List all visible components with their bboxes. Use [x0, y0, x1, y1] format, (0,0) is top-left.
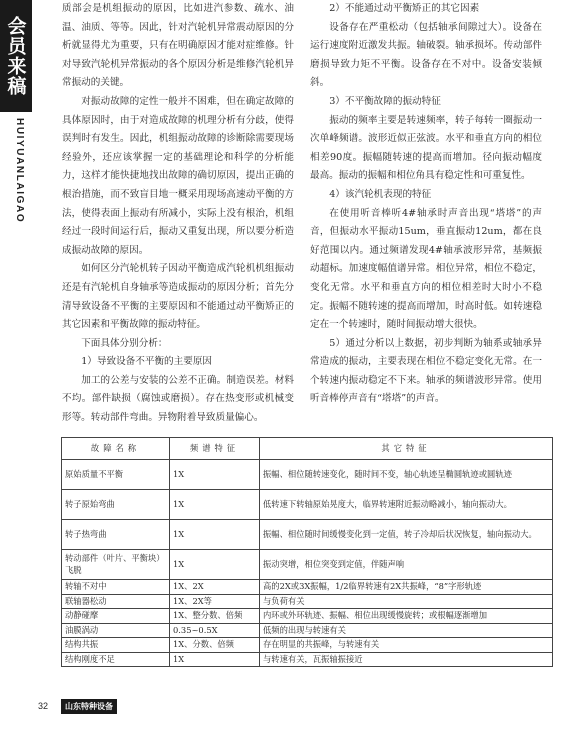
paragraph: 对振动故障的定性一般并不困难，但在确定故障的具体原因时，由于对造成故障的机理分析有分歧，使得误判时有发生。因此，机组振动故障的诊断除需要现场经验外，还应该掌握一定的基础理论和科学的分析能力，这样才能快捷地找出故障的确切原因，提出正确的根治措施，而不致盲目地一概采用现场高速动平衡的方法，使得表面上振动有所减小，实际上没有根治，机组经过一段时间运行后，振动又重复出现，所以要分析造成振动故障的原因。 [62, 95, 294, 256]
column-header: 频谱特征 [170, 438, 260, 460]
table-cell: 与转速有关，瓦振轴振接近 [260, 652, 553, 667]
table-cell: 高的2X或3X振幅，1/2临界转速有2X共振峰，“8”字形轨迹 [260, 580, 553, 595]
table-cell: 0.35~0.5X [170, 623, 260, 638]
journal-name: 山东特种设备 [61, 699, 117, 714]
section-tab-english: HUIYUANLAIGAO [14, 118, 25, 224]
table-row [62, 550, 553, 580]
right-column [310, 0, 542, 409]
subheading: 2）不能通过动平衡矫正的其它因素 [329, 3, 480, 14]
table-cell: 1X、分数、倍频 [170, 638, 260, 653]
table-cell: 1X [170, 460, 260, 490]
table-row [62, 460, 553, 490]
table-cell: 1X [170, 490, 260, 520]
table-cell: 1X [170, 652, 260, 667]
table-cell: 转子原始弯曲 [62, 490, 170, 520]
paragraph: 加工的公差与安装的公差不正确。制造误差。材料不均。部件缺损（腐蚀或磨损）。存在热变形或机械变形等。转动部件弯曲。异物附着导致质量偏心。 [62, 374, 294, 424]
column-header: 故障名称 [62, 438, 170, 460]
table-cell: 振幅、相位随时间缓慢变化到一定值，转子冷却后状况恢复，轴向振动大。 [260, 520, 553, 550]
column-header: 其它特征 [260, 438, 553, 460]
table-cell: 1X、整分数、倍频 [170, 609, 260, 624]
table-cell: 存在明显的共振峰，与转速有关 [260, 638, 553, 653]
table-cell: 与负荷有关 [260, 594, 553, 609]
table-cell: 转动部件（叶片、平衡块）飞脱 [62, 550, 170, 580]
table-cell: 1X、2X [170, 580, 260, 595]
table-cell: 结构共振 [62, 638, 170, 653]
fault-table [61, 437, 553, 667]
paragraph: 如何区分汽轮机转子因动平衡造成汽轮机机组振动还是有汽轮机自身轴承等造成振动的原因分析；首先分清导致设备不平衡的主要原因和不能通过动平衡矫正的其它因素和平衡故障的振动特征。 [62, 263, 294, 331]
table-row [62, 490, 553, 520]
table-row [62, 638, 553, 653]
table-row [62, 623, 553, 638]
table-cell: 原始质量不平衡 [62, 460, 170, 490]
left-column [62, 0, 294, 428]
table-cell: 油膜涡动 [62, 623, 170, 638]
table-header-row [62, 438, 553, 460]
table-cell: 振幅、相位随转速变化，随时间不变，轴心轨迹呈椭圆轨迹或圆轨迹 [260, 460, 553, 490]
subheading: 1）导致设备不平衡的主要原因 [81, 356, 213, 368]
table-cell: 1X [170, 520, 260, 550]
table-cell: 结构刚度不足 [62, 652, 170, 667]
paragraph: 设备存在严重松动（包括轴承间隙过大）。设备在运行速度附近激发共振。轴破裂。轴承损坏。传动部件磨损导致力矩不平衡。设备存在不对中。设备安装倾斜。 [310, 21, 542, 89]
paragraph: 在使用听音棒听4#轴承时声音出现“塔塔”的声音，但振动水平振动15um，垂直振动12um，都在良好范围以内。通过频谱发现4#轴承波形异常，基频振动超标。加速度幅值谱异常。相位异常，相位不稳定，变化无常。水平和垂直方向的相位相差时大时小不稳定。振幅不随转速的提高而增加，时高时低。如转速稳定在一个转速时，随时间振动增大很快。 [310, 207, 542, 331]
table-row [62, 520, 553, 550]
table-row [62, 609, 553, 624]
table-row [62, 652, 553, 667]
table-cell: 动静碰摩 [62, 609, 170, 624]
table-cell: 转子热弯曲 [62, 520, 170, 550]
page-number: 32 [38, 701, 49, 711]
table-cell: 低频的出现与转速有关 [260, 623, 553, 638]
table-row [62, 594, 553, 609]
paragraph: 质部会是机组振动的原因，比如进汽参数、疏水、油温、油质、等等。因此，针对汽轮机异常震动原因的分析就显得尤为重要，只有在明确原因才能对症维修。针对导致汽轮机异常振动的各个原因分析是维修汽轮机异常振动的关键。 [62, 3, 294, 89]
table-cell: 振动突增，相位突变到定值，伴随声响 [260, 550, 553, 580]
table-cell: 内环或外环轨迹、振幅、相位出现缓慢旋转；或根幅逐渐增加 [260, 609, 553, 624]
table-cell: 联轴器松动 [62, 594, 170, 609]
paragraph: 5）通过分析以上数据，初步判断为轴系或轴承异常造成的振动，主要表现在相位不稳定变化无常。在一个转速内振动稳定不下来。轴承的频谱波形异常。使用听音棒停声音有“塔塔”的声音。 [310, 337, 542, 405]
table-cell: 转轴不对中 [62, 580, 170, 595]
paragraph: 下面具体分别分析： [81, 337, 168, 349]
table-cell: 低转速下转轴原始晃度大，临界转速附近振动略减小，轴向振动大。 [260, 490, 553, 520]
paragraph: 振动的频率主要是转速频率，转子每转一圈振动一次单峰频谱。波形近似正弦波。水平和垂直方向的相位相差90度。振幅随转速的提高而增加。径向振动幅度最高。振动的振幅和相位角具有稳定性和可重复性。 [310, 114, 542, 182]
section-tab: 会员来稿 [0, 0, 32, 112]
subheading: 4）该汽轮机表现的特征 [329, 188, 432, 200]
subheading: 3）不平衡故障的振动特征 [329, 95, 441, 107]
table-cell: 1X、2X等 [170, 594, 260, 609]
table-row [62, 580, 553, 595]
table-cell: 1X [170, 550, 260, 580]
